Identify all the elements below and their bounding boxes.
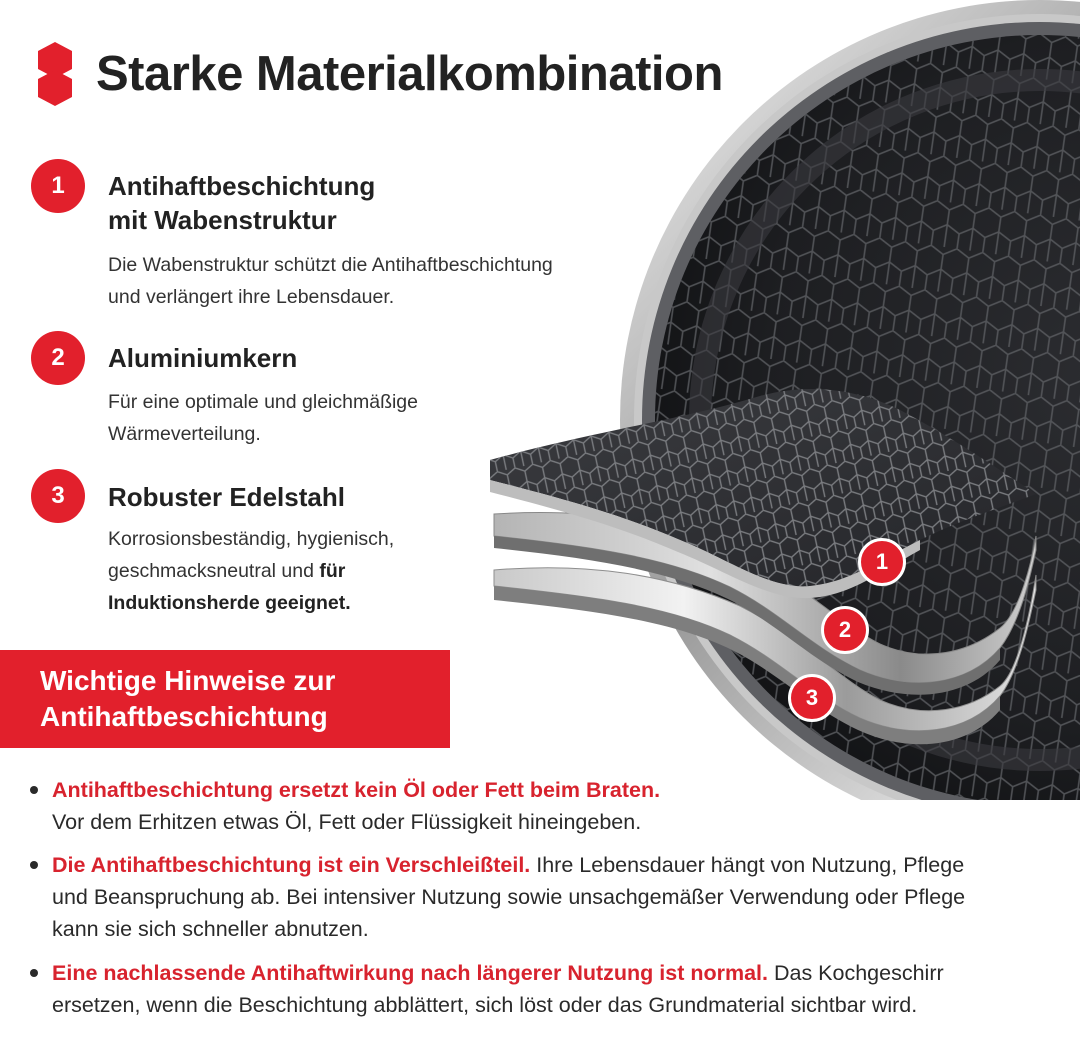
note-3-highlight: Eine nachlassende Antihaftwirkung nach längerer Nutzung ist normal.: [52, 961, 768, 985]
note-3: [30, 957, 990, 1021]
feature-3-desc-line1: Korrosionsbeständig, hygienisch,: [108, 528, 395, 550]
red-hexagon-stack-icon: [34, 42, 76, 106]
note-2-text: Ihre Lebensdauer hängt von Nutzung, Pflege und Beanspruchung ab. Bei intensiver Nutzung sowie unsachgemäßer Verwendung oder Pflege kann sie sich schneller abnutzen.: [52, 853, 966, 941]
note-3-text: Das Kochgeschirr ersetzen, wenn die Beschichtung abblättert, sich löst oder das Grundmaterial sichtbar wird.: [52, 961, 944, 1017]
feature-2-desc-line2: Wärmeverteilung.: [108, 423, 261, 445]
bullet-icon: [30, 861, 38, 869]
banner-line2: Antihaftbeschichtung: [40, 701, 328, 732]
page-title: Starke Materialkombination: [96, 47, 723, 101]
feature-3-desc-line2: geschmacksneutral und für: [108, 560, 346, 582]
feature-1-title-line1: Antihaftbeschichtung: [108, 171, 376, 201]
bullet-icon: [30, 969, 38, 977]
banner-line1: Wichtige Hinweise zur: [40, 665, 336, 696]
feature-1-desc-line1: Die Wabenstruktur schützt die Antihaftbeschichtung: [108, 254, 553, 276]
note-2-highlight: Die Antihaftbeschichtung ist ein Verschleißteil.: [52, 853, 531, 877]
layer-marker-1: 1: [858, 538, 906, 586]
note-1-highlight: Antihaftbeschichtung ersetzt kein Öl oder Fett beim Braten.: [52, 778, 661, 802]
notes-banner: [0, 650, 450, 748]
feature-2-desc-line1: Für eine optimale und gleichmäßige: [108, 391, 419, 413]
feature-3-desc-line3: Induktionsherde geeignet.: [108, 592, 351, 614]
note-2: [30, 849, 990, 945]
bullet-icon: [30, 786, 38, 794]
layer-marker-3: 3: [788, 674, 836, 722]
feature-2-title: Aluminiumkern: [108, 343, 298, 373]
layer-marker-2: 2: [821, 606, 869, 654]
feature-1-desc-line2: und verlängert ihre Lebensdauer.: [108, 286, 395, 308]
feature-number-2: 2: [31, 331, 85, 385]
feature-number-1: 1: [31, 159, 85, 213]
pan-layers-illustration: [480, 0, 1080, 800]
note-1: [30, 774, 1060, 838]
feature-number-3: 3: [31, 469, 85, 523]
feature-1-title-line2: mit Wabenstruktur: [108, 205, 337, 235]
feature-3-title: Robuster Edelstahl: [108, 482, 345, 512]
note-1-text: Vor dem Erhitzen etwas Öl, Fett oder Flüssigkeit hineingeben.: [52, 810, 642, 834]
